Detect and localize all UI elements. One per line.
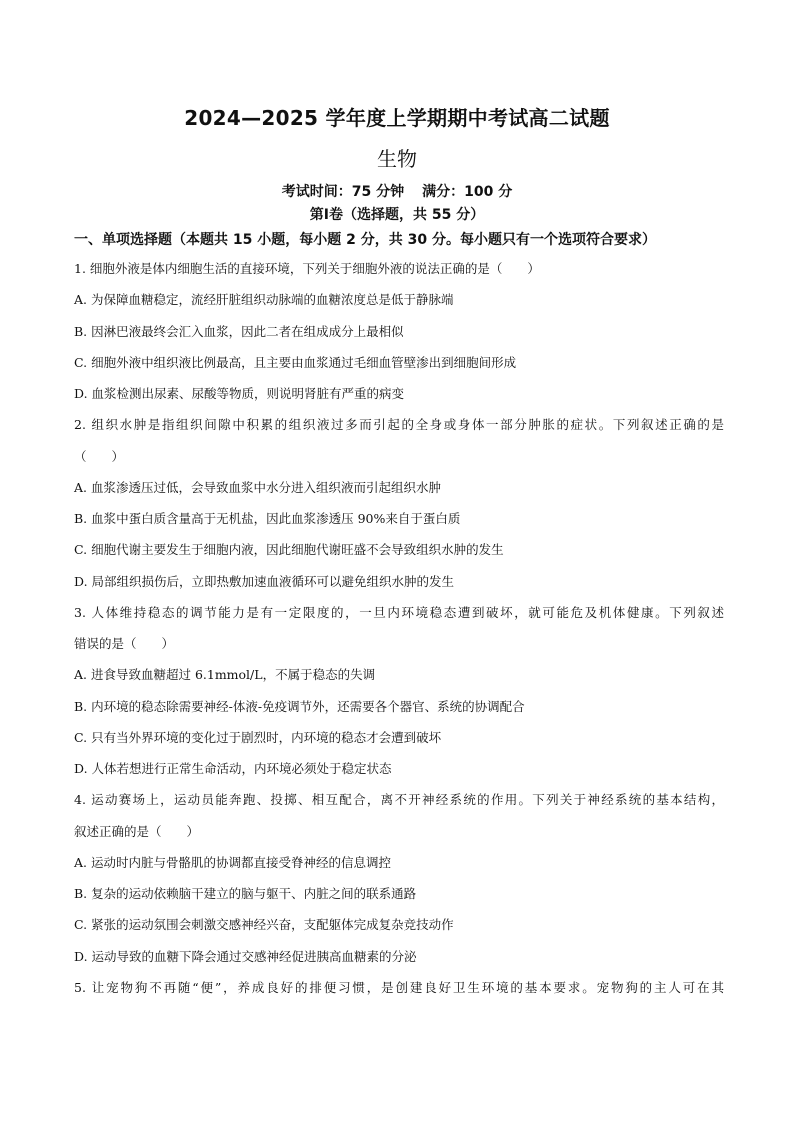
question-2-option-d: D. 局部组织损伤后，立即热敷加速血液循环可以避免组织水肿的发生 — [74, 574, 455, 589]
exam-title: 2024—2025 学年度上学期期中考试高二试题 — [184, 106, 610, 130]
question-1-option-d: D. 血浆检测出尿素、尿酸等物质，则说明肾脏有严重的病变 — [74, 386, 405, 401]
question-1-option-b: B. 因淋巴液最终会汇入血浆，因此二者在组成成分上最相似 — [74, 324, 404, 339]
question-2-stem-line-1: 2. 组织水肿是指组织间隙中积累的组织液过多而引起的全身或身体一部分肿胀的症状。下列叙述正确的是 — [74, 417, 724, 432]
question-4-stem-line-2: 叙述正确的是（ ） — [74, 824, 200, 839]
question-2-option-a: A. 血浆渗透压过低，会导致血浆中水分进入组织液而引起组织水肿 — [74, 480, 441, 495]
question-1-option-a: A. 为保障血糖稳定，流经肝脏组织动脉端的血糖浓度总是低于静脉端 — [74, 292, 454, 307]
question-2-option-b: B. 血浆中蛋白质含量高于无机盐，因此血浆渗透压 90%来自于蛋白质 — [74, 511, 461, 526]
question-4-option-c: C. 紧张的运动氛围会刺激交感神经兴奋，支配躯体完成复杂竞技动作 — [74, 917, 454, 932]
full-score: 满分：100 分 — [422, 184, 513, 200]
exam-meta — [0, 182, 794, 202]
question-1-option-c: C. 细胞外液中组织液比例最高，且主要由血浆通过毛细血管壁渗出到细胞间形成 — [74, 355, 517, 370]
question-1-stem: 1. 细胞外液是体内细胞生活的直接环境，下列关于细胞外液的说法正确的是（ ） — [74, 261, 540, 276]
exam-time: 考试时间：75 分钟 — [281, 184, 405, 200]
question-5-stem-line-1: 5. 让宠物狗不再随“便”，养成良好的排便习惯，是创建良好卫生环境的基本要求。宠物狗的主人可在其 — [74, 980, 724, 995]
question-3-option-b: B. 内环境的稳态除需要神经-体液-免疫调节外，还需要各个器官、系统的协调配合 — [74, 699, 525, 714]
section-heading: 一、单项选择题（本题共 15 小题，每小题 2 分，共 30 分。每小题只有一个选项符合要求） — [74, 232, 656, 248]
question-3-option-c: C. 只有当外界环境的变化过于剧烈时，内环境的稳态才会遭到破坏 — [74, 730, 442, 745]
question-3-option-d: D. 人体若想进行正常生命活动，内环境必须处于稳定状态 — [74, 761, 392, 776]
question-4-stem-line-1: 4. 运动赛场上，运动员能奔跑、投掷、相互配合，离不开神经系统的作用。下列关于神经系统的基本结构， — [74, 792, 724, 807]
question-2-option-c: C. 细胞代谢主要发生于细胞内液，因此细胞代谢旺盛不会导致组织水肿的发生 — [74, 542, 504, 557]
question-3-stem-line-1: 3. 人体维持稳态的调节能力是有一定限度的，一旦内环境稳态遭到破坏，就可能危及机体健康。下列叙述 — [74, 605, 724, 620]
subject-title: 生物 — [377, 147, 417, 171]
question-3-stem-line-2: 错误的是（ ） — [74, 636, 175, 651]
volume-heading: 第Ⅰ卷（选择题，共 55 分） — [309, 207, 485, 223]
question-2-stem-line-2: （ ） — [74, 449, 125, 464]
question-4-option-b: B. 复杂的运动依赖脑干建立的脑与躯干、内脏之间的联系通路 — [74, 886, 417, 901]
question-3-option-a: A. 进食导致血糖超过 6.1mmol/L，不属于稳态的失调 — [74, 667, 376, 682]
question-4-option-d: D. 运动导致的血糖下降会通过交感神经促进胰高血糖素的分泌 — [74, 949, 417, 964]
question-4-option-a: A. 运动时内脏与骨骼肌的协调都直接受脊神经的信息调控 — [74, 855, 391, 870]
